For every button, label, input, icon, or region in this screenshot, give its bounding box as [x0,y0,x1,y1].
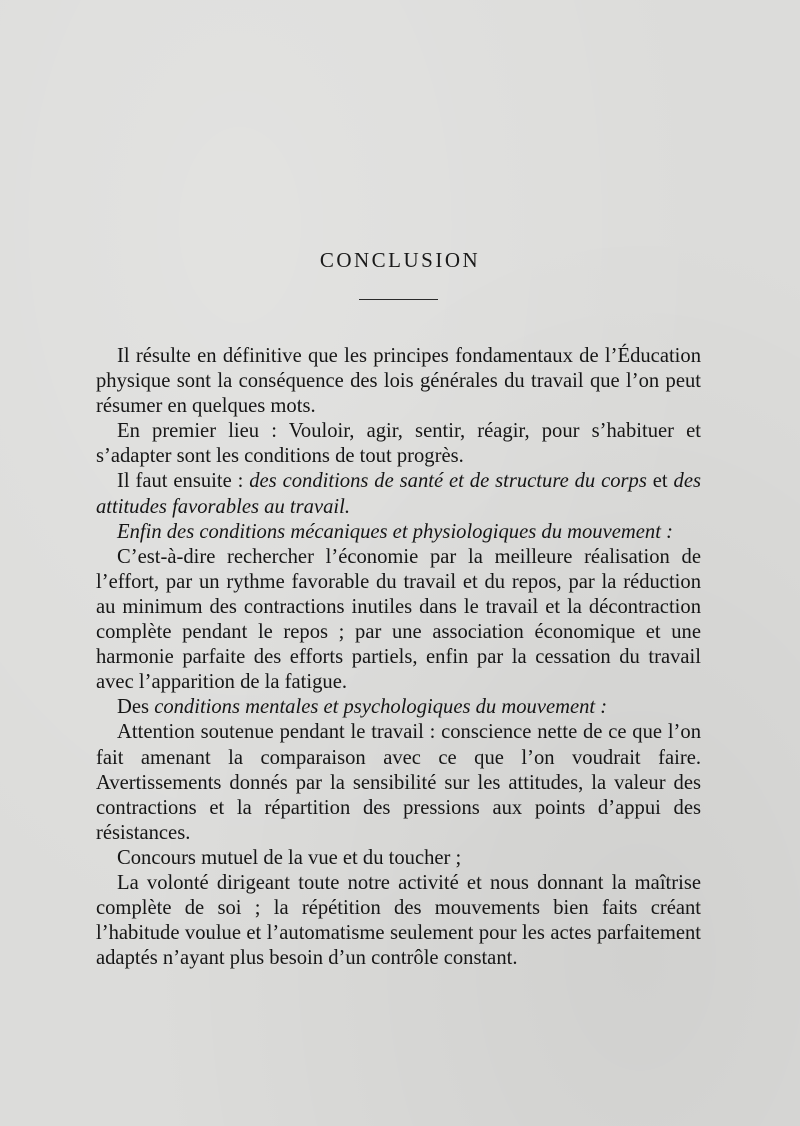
paragraph [96,344,701,419]
text-segment: La volonté dirigeant toute notre activité et nous donnant la maîtrise complète de soi ; la répétition des mouvements bien faits créant l’habitude voulue et l’automatisme seulement pour les actes parfaitement adaptés n’ayant plus besoin d’un contrôle constant. [96,871,701,970]
body-text [96,344,701,971]
text-segment: Il résulte en définitive que les principes fondamentaux de l’Éducation physique sont la conséquence des lois générales du travail que l’on peut résumer en quelques mots. [96,345,701,418]
text-segment: C’est-à-dire rechercher l’économie par la meilleure réalisation de l’effort, par un rythme favorable du travail et du repos, par la réduction au minimum des contractions inutiles dans le travail et la décontraction complète pendant le repos ; par une association économique et une harmonie parfaite des efforts partiels, enfin par la cessation du travail avec l’apparition de la fatigue. [96,545,701,694]
paragraph [96,545,701,696]
chapter-title: CONCLUSION [319,248,481,272]
italic-text: des conditions de santé et de structure du corps [249,470,647,493]
paragraph [96,695,701,720]
title-divider [359,299,438,300]
paragraph [96,846,701,871]
text-segment: et [646,470,674,493]
paragraph [96,720,701,845]
paragraph [96,469,701,519]
italic-text: Enfin des conditions mécaniques et physiologiques du mouvement : [117,520,673,543]
text-segment: Attention soutenue pendant le travail : conscience nette de ce que l’on fait amenant la comparaison avec ce que l’on voudrait faire. Avertissements donnés par la sensibilité sur les attitudes, la valeur des contractions et la répartition des pressions aux points d’appui des résistances. [96,721,701,844]
paragraph [96,419,701,469]
text-segment: En premier lieu : Vouloir, agir, sentir, réagir, pour s’habituer et s’adapter sont les conditions de tout progrès. [96,420,701,468]
italic-text: conditions mentales et psychologiques du mouvement : [154,696,608,719]
italic-text: des attitudes favorables au travail. [96,470,701,518]
text-segment: Il faut ensuite : [117,470,250,493]
text-segment: Concours mutuel de la vue et du toucher ; [117,846,462,869]
paragraph [96,871,701,971]
text-segment: Des [117,696,155,719]
paragraph [96,520,701,545]
